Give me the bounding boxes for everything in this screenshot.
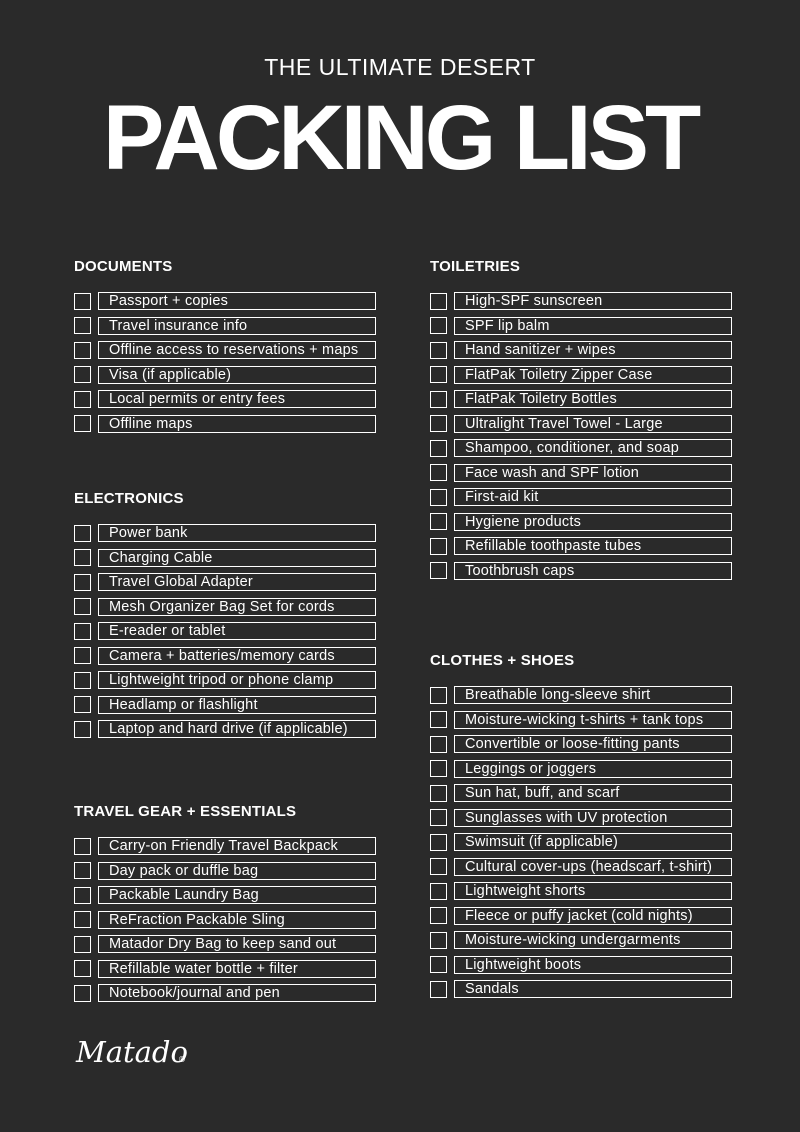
item-label: Laptop and hard drive (if applicable) <box>98 720 376 738</box>
checkbox[interactable] <box>430 391 447 408</box>
checkbox[interactable] <box>74 911 91 928</box>
checklist-item[interactable] <box>430 683 732 708</box>
checkbox[interactable] <box>430 366 447 383</box>
checklist-item[interactable] <box>430 314 732 339</box>
item-label: Travel insurance info <box>98 317 376 335</box>
checklist-item[interactable] <box>74 908 376 933</box>
item-label: Travel Global Adapter <box>98 573 376 591</box>
item-label: Toothbrush caps <box>454 562 732 580</box>
checkbox[interactable] <box>74 574 91 591</box>
checklist-item[interactable] <box>430 534 732 559</box>
item-label: Camera + batteries/memory cards <box>98 647 376 665</box>
section-heading: TRAVEL GEAR + ESSENTIALS <box>74 803 297 820</box>
checkbox[interactable] <box>74 415 91 432</box>
item-label: First-aid kit <box>454 488 732 506</box>
item-label: Fleece or puffy jacket (cold nights) <box>454 907 732 925</box>
item-label: Power bank <box>98 524 376 542</box>
checkbox[interactable] <box>430 785 447 802</box>
checklist-item[interactable] <box>430 485 732 510</box>
checklist-item[interactable] <box>74 859 376 884</box>
checklist-item[interactable] <box>74 981 376 1006</box>
checkbox[interactable] <box>430 415 447 432</box>
checklist-item[interactable] <box>74 387 376 412</box>
checkbox[interactable] <box>430 440 447 457</box>
checkbox[interactable] <box>430 932 447 949</box>
checkbox[interactable] <box>430 513 447 530</box>
checkbox[interactable] <box>74 525 91 542</box>
checklist-item[interactable] <box>74 314 376 339</box>
item-label: Convertible or loose-fitting pants <box>454 735 732 753</box>
checkbox[interactable] <box>430 883 447 900</box>
checklist-item[interactable] <box>430 953 732 978</box>
item-label: FlatPak Toiletry Zipper Case <box>454 366 732 384</box>
item-label: Leggings or joggers <box>454 760 732 778</box>
section-documents <box>74 258 376 436</box>
section-travel-gear <box>74 803 376 1006</box>
checkbox[interactable] <box>74 960 91 977</box>
item-label: Face wash and SPF lotion <box>454 464 732 482</box>
checkbox[interactable] <box>430 760 447 777</box>
checklist-item[interactable] <box>430 904 732 929</box>
section-electronics <box>74 490 376 742</box>
checkbox[interactable] <box>430 464 447 481</box>
checklist-item[interactable] <box>430 977 732 1002</box>
checkbox[interactable] <box>74 936 91 953</box>
item-label: Hand sanitizer + wipes <box>454 341 732 359</box>
item-label: Passport + copies <box>98 292 376 310</box>
item-label: Sandals <box>454 980 732 998</box>
checklist-item[interactable] <box>430 559 732 584</box>
logo-text: Matado <box>76 1035 188 1069</box>
item-label: Sunglasses with UV protection <box>454 809 732 827</box>
checkbox[interactable] <box>74 862 91 879</box>
checkbox[interactable] <box>74 293 91 310</box>
checkbox[interactable] <box>74 317 91 334</box>
item-label: Carry-on Friendly Travel Backpack <box>98 837 376 855</box>
checkbox[interactable] <box>430 342 447 359</box>
checkbox[interactable] <box>74 647 91 664</box>
checklist-item[interactable] <box>430 461 732 486</box>
checklist-item[interactable] <box>74 289 376 314</box>
item-label: Ultralight Travel Towel - Large <box>454 415 732 433</box>
checklist-item[interactable] <box>430 436 732 461</box>
checkbox[interactable] <box>74 598 91 615</box>
checkbox[interactable] <box>430 981 447 998</box>
checklist-item[interactable] <box>430 412 732 437</box>
item-label: Lightweight boots <box>454 956 732 974</box>
checkbox[interactable] <box>430 562 447 579</box>
item-label: Mesh Organizer Bag Set for cords <box>98 598 376 616</box>
checklist-item[interactable] <box>430 806 732 831</box>
checklist-item[interactable] <box>74 932 376 957</box>
checkbox[interactable] <box>430 834 447 851</box>
item-label: Day pack or duffle bag <box>98 862 376 880</box>
item-label: Offline maps <box>98 415 376 433</box>
item-label: Headlamp or flashlight <box>98 696 376 714</box>
checklist-item[interactable] <box>74 546 376 571</box>
item-label: Visa (if applicable) <box>98 366 376 384</box>
checklist-item[interactable] <box>430 289 732 314</box>
checkbox[interactable] <box>430 317 447 334</box>
section-heading: TOILETRIES <box>430 258 521 275</box>
checkbox[interactable] <box>74 985 91 1002</box>
checkbox[interactable] <box>74 366 91 383</box>
checklist-item[interactable] <box>74 619 376 644</box>
checklist-item[interactable] <box>430 781 732 806</box>
checkbox[interactable] <box>74 672 91 689</box>
checkbox[interactable] <box>430 736 447 753</box>
checklist-item[interactable] <box>430 708 732 733</box>
section-toiletries <box>430 258 732 583</box>
item-label: Breathable long-sleeve shirt <box>454 686 732 704</box>
checklist-item[interactable] <box>74 412 376 437</box>
checklist-item[interactable] <box>74 693 376 718</box>
checklist-item[interactable] <box>74 644 376 669</box>
item-label: Swimsuit (if applicable) <box>454 833 732 851</box>
checkbox[interactable] <box>74 623 91 640</box>
checkbox[interactable] <box>74 391 91 408</box>
item-label: Cultural cover-ups (headscarf, t-shirt) <box>454 858 732 876</box>
item-label: Charging Cable <box>98 549 376 567</box>
checklist-item[interactable] <box>74 957 376 982</box>
item-label: Shampoo, conditioner, and soap <box>454 439 732 457</box>
checkbox[interactable] <box>430 907 447 924</box>
checklist-item[interactable] <box>430 879 732 904</box>
matador-logo-mark <box>74 1034 189 1070</box>
checkbox[interactable] <box>74 549 91 566</box>
item-label: Moisture-wicking t-shirts + tank tops <box>454 711 732 729</box>
checklist-item[interactable] <box>74 363 376 388</box>
checkbox[interactable] <box>430 711 447 728</box>
item-label: SPF lip balm <box>454 317 732 335</box>
checkbox[interactable] <box>74 342 91 359</box>
checklist-item[interactable] <box>74 595 376 620</box>
checkbox[interactable] <box>74 696 91 713</box>
section-heading: ELECTRONICS <box>74 490 184 507</box>
section-heading: DOCUMENTS <box>74 258 173 275</box>
checkbox[interactable] <box>430 956 447 973</box>
item-label: Hygiene products <box>454 513 732 531</box>
checklist-item[interactable] <box>430 757 732 782</box>
checkbox[interactable] <box>430 687 447 704</box>
checklist-item[interactable] <box>430 338 732 363</box>
checkbox[interactable] <box>430 858 447 875</box>
item-label: Notebook/journal and pen <box>98 984 376 1002</box>
item-label: Offline access to reservations + maps <box>98 341 376 359</box>
checklist-item[interactable] <box>74 883 376 908</box>
checklist-item[interactable] <box>74 717 376 742</box>
item-label: Moisture-wicking undergarments <box>454 931 732 949</box>
checkbox[interactable] <box>430 489 447 506</box>
page-subtitle: THE ULTIMATE DESERT <box>264 54 536 80</box>
section-clothes-shoes <box>430 652 732 1002</box>
item-label: Matador Dry Bag to keep sand out <box>98 935 376 953</box>
item-label: Lightweight tripod or phone clamp <box>98 671 376 689</box>
item-label: Sun hat, buff, and scarf <box>454 784 732 802</box>
checklist-item[interactable] <box>430 363 732 388</box>
item-label: Refillable water bottle + filter <box>98 960 376 978</box>
logo-registered: ® <box>178 1055 186 1064</box>
checkbox[interactable] <box>74 887 91 904</box>
item-label: Packable Laundry Bag <box>98 886 376 904</box>
item-label: E-reader or tablet <box>98 622 376 640</box>
checklist-item[interactable] <box>74 521 376 546</box>
page-title: PACKING LIST <box>102 87 698 189</box>
item-label: Refillable toothpaste tubes <box>454 537 732 555</box>
checklist-item[interactable] <box>430 928 732 953</box>
checklist-item[interactable] <box>430 510 732 535</box>
item-label: High-SPF sunscreen <box>454 292 732 310</box>
checkbox[interactable] <box>74 838 91 855</box>
checkbox[interactable] <box>430 809 447 826</box>
item-label: Local permits or entry fees <box>98 390 376 408</box>
item-label: ReFraction Packable Sling <box>98 911 376 929</box>
checklist-item[interactable] <box>74 338 376 363</box>
item-label: FlatPak Toiletry Bottles <box>454 390 732 408</box>
checkbox[interactable] <box>74 721 91 738</box>
checklist-item[interactable] <box>430 732 732 757</box>
checklist-item[interactable] <box>430 830 732 855</box>
checklist-item[interactable] <box>430 387 732 412</box>
checkbox[interactable] <box>430 293 447 310</box>
checklist-item[interactable] <box>430 855 732 880</box>
matador-logo <box>74 1034 189 1075</box>
checkbox[interactable] <box>430 538 447 555</box>
checklist-item[interactable] <box>74 570 376 595</box>
section-heading: CLOTHES + SHOES <box>430 652 575 669</box>
checklist-item[interactable] <box>74 834 376 859</box>
checklist-item[interactable] <box>74 668 376 693</box>
item-label: Lightweight shorts <box>454 882 732 900</box>
